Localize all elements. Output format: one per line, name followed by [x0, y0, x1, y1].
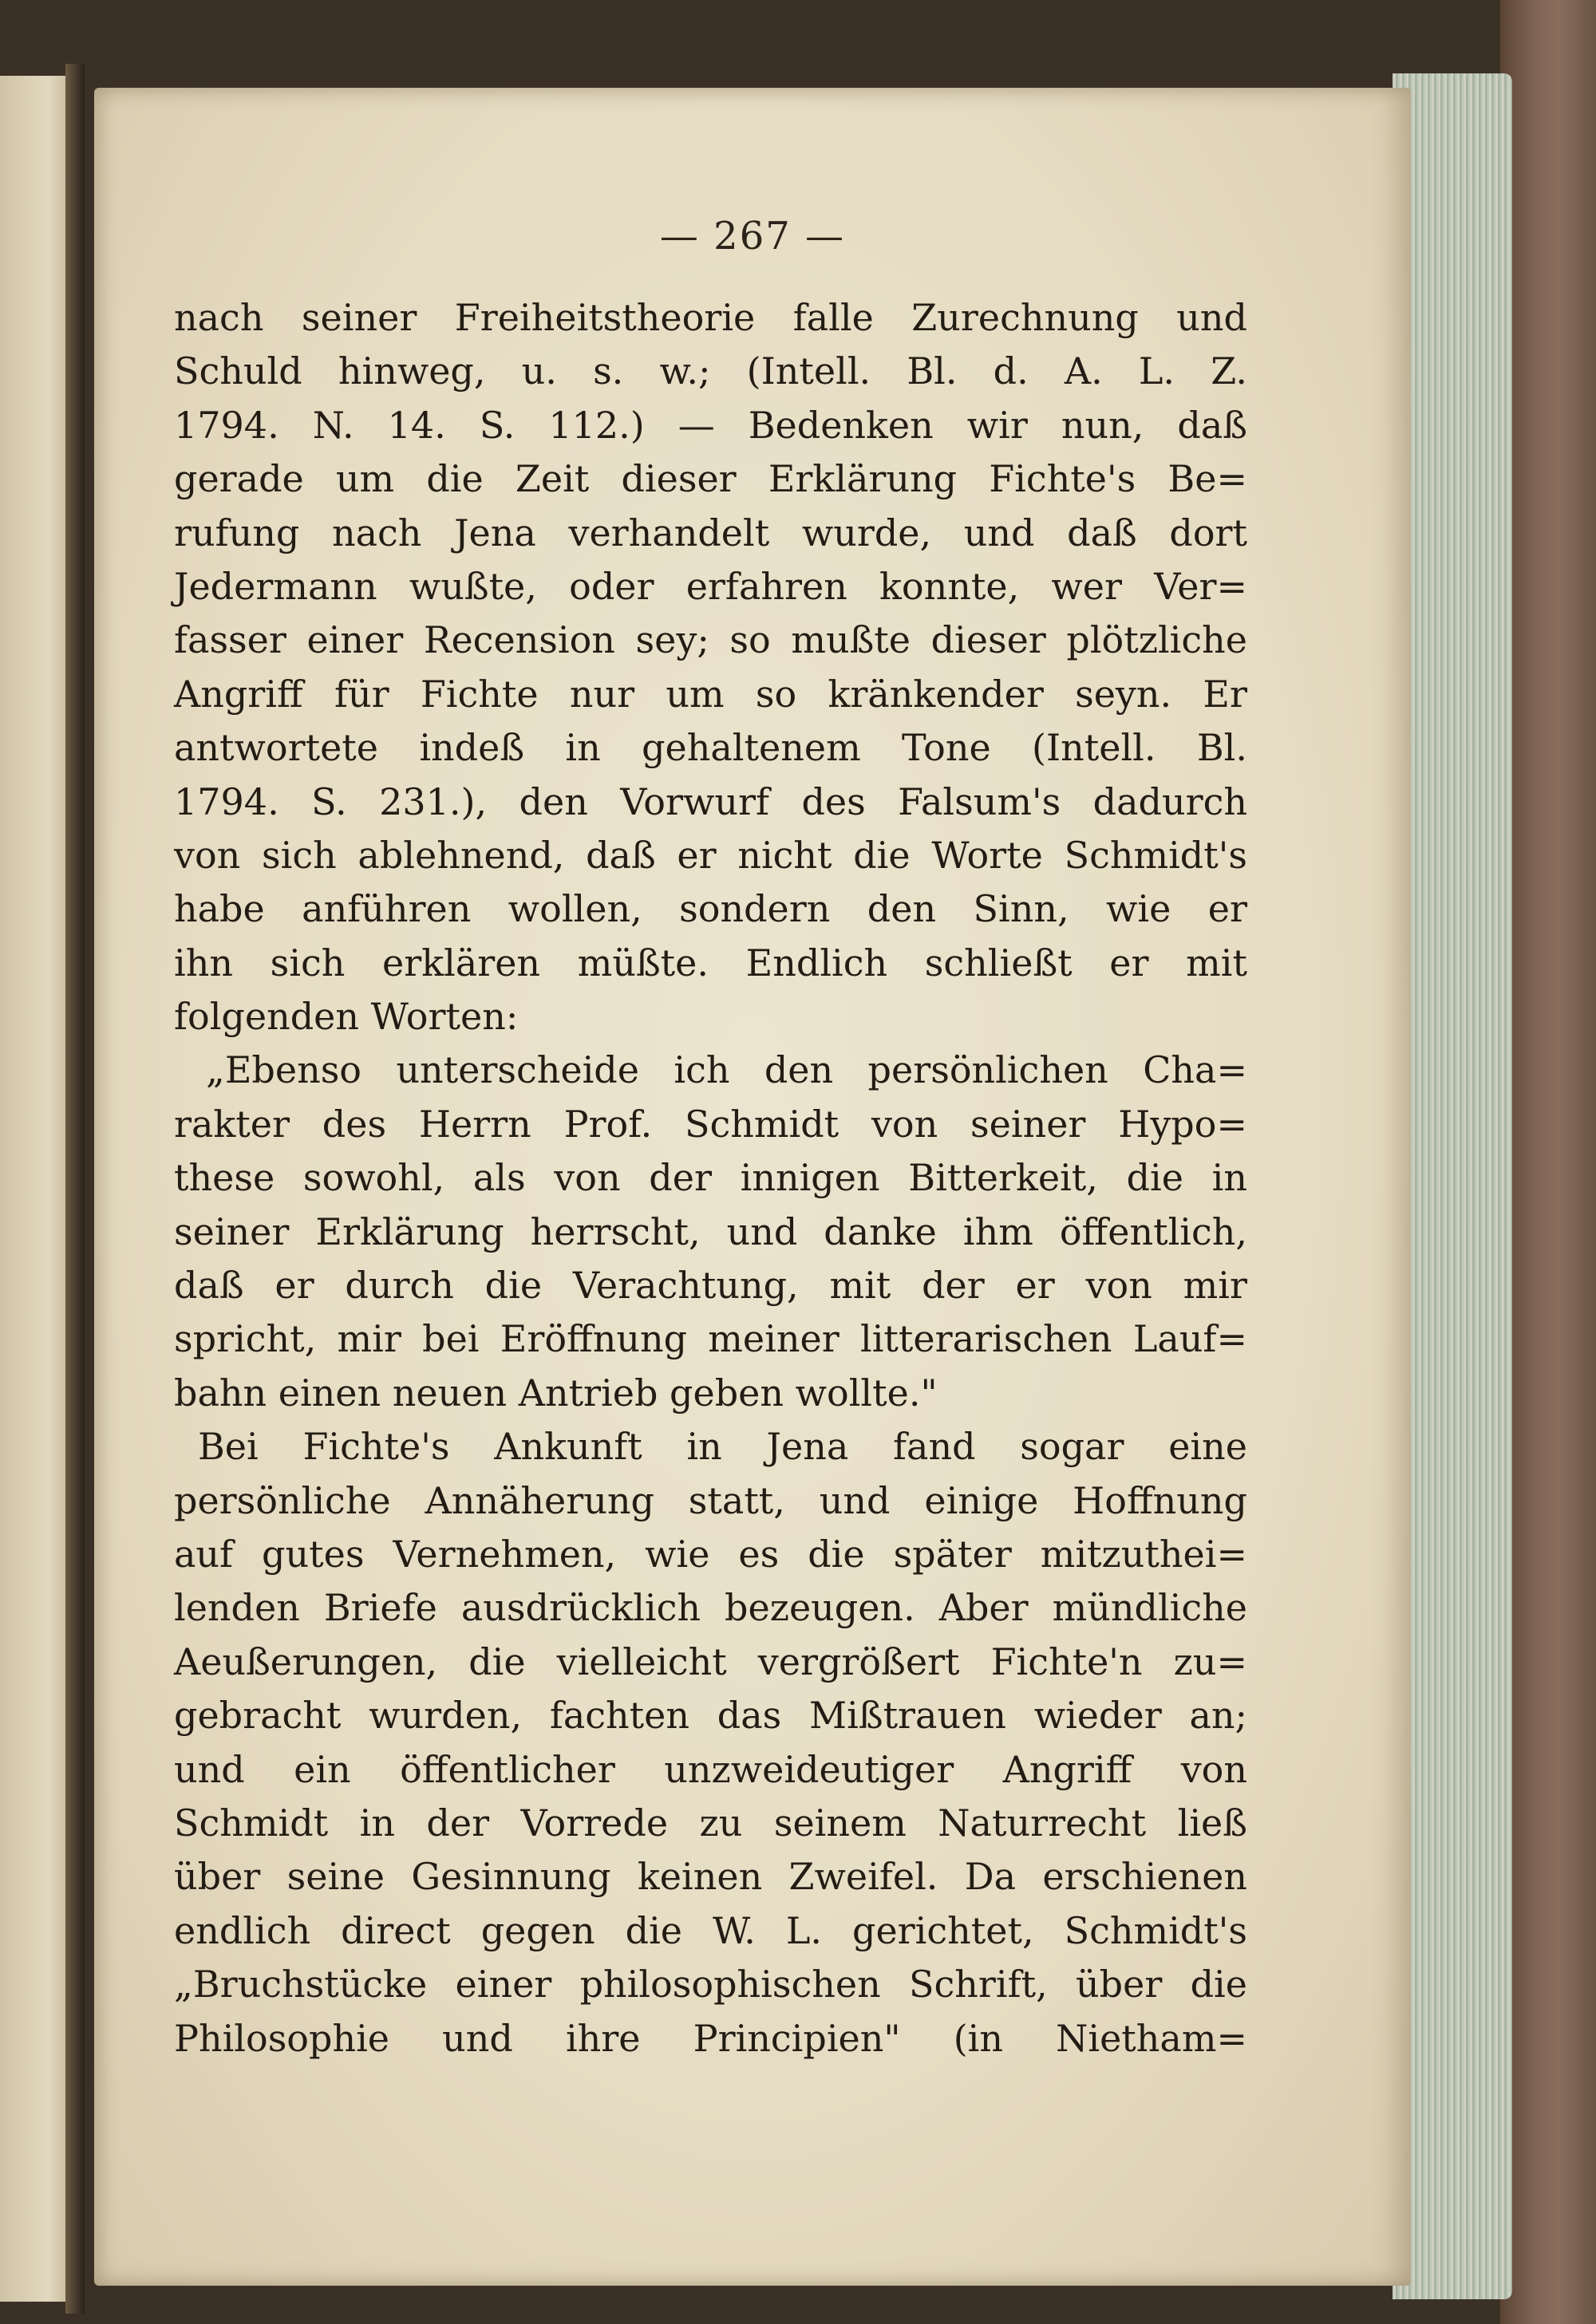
- text-line: endlich direct gegen die W. L. gerichtet, Schmidt's: [174, 1908, 1247, 1952]
- text-line: ihn sich erklären müßte. Endlich schließt er mit: [174, 941, 1247, 984]
- quote-line: daß er durch die Verachtung, mit der er von mir: [174, 1264, 1247, 1308]
- text-line: persönliche Annäherung statt, und einige Hoffnung: [174, 1478, 1247, 1522]
- quote-line: rakter des Herrn Prof. Schmidt von seiner Hypo=: [174, 1102, 1247, 1146]
- quote-line: seiner Erklärung herrscht, und danke ihm öffentlich,: [174, 1209, 1247, 1253]
- book-page: [94, 88, 1411, 2286]
- text-line: über seine Gesinnung keinen Zweifel. Da erschienen: [174, 1855, 1247, 1899]
- quote-line: „Ebenso unterscheide ich den persönlichen Cha=: [206, 1048, 1247, 1092]
- text-line: auf gutes Vernehmen, wie es die später mitzuthei=: [174, 1532, 1247, 1576]
- text-line: gebracht wurden, fachten das Mißtrauen wieder an;: [174, 1694, 1247, 1738]
- text-line: Philosophie und ihre Principien" (in Nietham=: [174, 2016, 1247, 2060]
- text-line: rufung nach Jena verhandelt wurde, und daß dort: [174, 511, 1247, 554]
- text-line: „Bruchstücke einer philosophischen Schrift, über die: [174, 1963, 1247, 2006]
- quote-line: bahn einen neuen Antrieb geben wollte.": [174, 1371, 938, 1415]
- text-line: Schmidt in der Vorrede zu seinem Naturrecht ließ: [174, 1801, 1247, 1845]
- text-line: Schuld hinweg, u. s. w.; (Intell. Bl. d. A. L. Z.: [174, 349, 1247, 393]
- text-line: Angriff für Fichte nur um so kränkender seyn. Er: [174, 672, 1247, 716]
- text-line: folgenden Worten:: [174, 995, 519, 1039]
- quote-line: these sowohl, als von der innigen Bitterkeit, die in: [174, 1156, 1247, 1200]
- text-line: 1794. N. 14. S. 112.) — Bedenken wir nun, daß: [174, 403, 1247, 447]
- text-line: von sich ablehnend, daß er nicht die Worte Schmidt's: [174, 833, 1247, 877]
- text-line: Bei Fichte's Ankunft in Jena fand sogar eine: [198, 1425, 1247, 1469]
- text-line: habe anführen wollen, sondern den Sinn, wie er: [174, 887, 1247, 931]
- text-line: antwortete indeß in gehaltenem Tone (Intell. Bl.: [174, 726, 1247, 770]
- book-cover-edge: [1500, 0, 1596, 2324]
- book-gutter: [65, 64, 85, 2314]
- text-line: fasser einer Recension sey; so mußte dieser plötzliche: [174, 618, 1247, 662]
- text-line: Aeußerungen, die vielleicht vergrößert Fichte'n zu=: [174, 1639, 1247, 1683]
- text-line: gerade um die Zeit dieser Erklärung Fichte's Be=: [174, 457, 1247, 501]
- text-line: nach seiner Freiheitstheorie falle Zurechnung und: [174, 296, 1247, 339]
- text-line: Jedermann wußte, oder erfahren konnte, wer Ver=: [174, 564, 1247, 608]
- text-line: lenden Briefe ausdrücklich bezeugen. Aber mündliche: [174, 1586, 1247, 1630]
- body-text: [174, 291, 1247, 2066]
- text-line: 1794. S. 231.), den Vorwurf des Falsum's dadurch: [174, 779, 1247, 823]
- quote-line: spricht, mir bei Eröffnung meiner litterarischen Lauf=: [174, 1317, 1247, 1361]
- text-line: und ein öffentlicher unzweideutiger Angriff von: [174, 1747, 1247, 1791]
- page-number: — 267 —: [659, 214, 846, 258]
